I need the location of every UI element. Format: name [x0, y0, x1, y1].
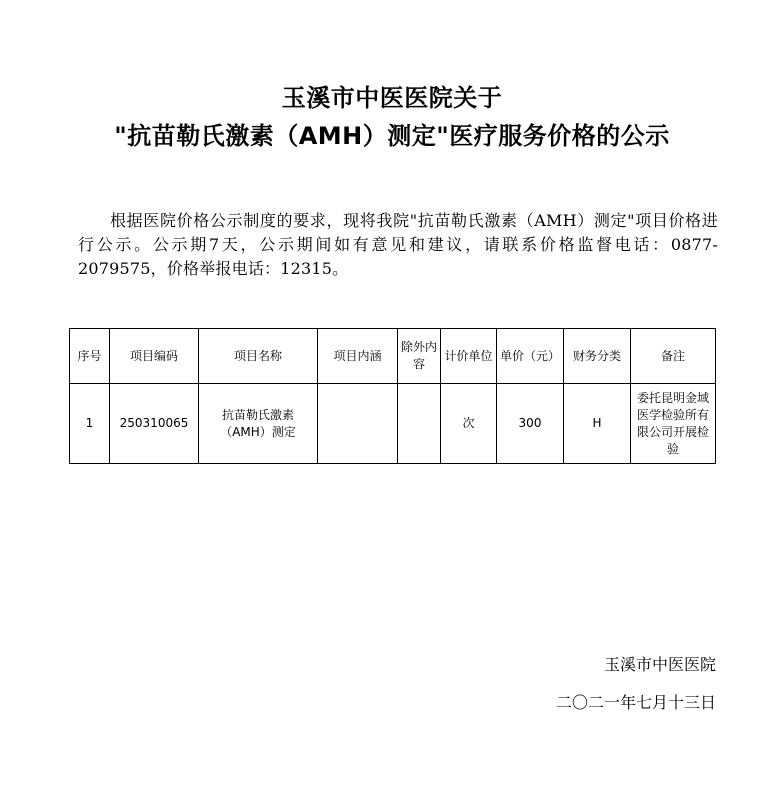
header-cell-code: 项目编码 — [110, 329, 199, 384]
header-cell-remark: 备注 — [631, 329, 716, 384]
cell-index: 1 — [70, 384, 110, 464]
signature-date: 二〇二一年七月十三日 — [555, 693, 716, 712]
cell-remark: 委托昆明金域医学检验所有限公司开展检验 — [631, 384, 716, 464]
header-cell-unit: 计价单位 — [441, 329, 497, 384]
header-cell-content: 项目内涵 — [318, 329, 398, 384]
cell-content — [318, 384, 398, 464]
cell-excluded — [398, 384, 441, 464]
cell-code: 250310065 — [110, 384, 199, 464]
signature-organization: 玉溪市中医医院 — [603, 655, 716, 674]
document-title-line-1: 玉溪市中医医院关于 — [281, 84, 503, 112]
table-header-row — [70, 329, 716, 384]
cell-name: 抗苗勒氏激素（AMH）测定 — [199, 384, 318, 464]
header-cell-excluded: 除外内容 — [398, 329, 441, 384]
cell-category: H — [564, 384, 631, 464]
table-row — [70, 384, 716, 464]
cell-unit: 次 — [441, 384, 497, 464]
notice-body-paragraph: 根据医院价格公示制度的要求，现将我院"抗苗勒氏激素（AMH）测定"项目价格进行公示。公示期7天，公示期间如有意见和建议，请联系价格监督电话：0877-2079575，价格举报电话：12315。 — [78, 211, 718, 278]
header-cell-name: 项目名称 — [199, 329, 318, 384]
cell-price: 300 — [497, 384, 564, 464]
price-table — [69, 328, 716, 464]
header-cell-price: 单价（元） — [497, 329, 564, 384]
header-cell-index: 序号 — [70, 329, 110, 384]
header-cell-category: 财务分类 — [564, 329, 631, 384]
document-title-line-2: "抗苗勒氏激素（AMH）测定"医疗服务价格的公示 — [114, 122, 670, 150]
